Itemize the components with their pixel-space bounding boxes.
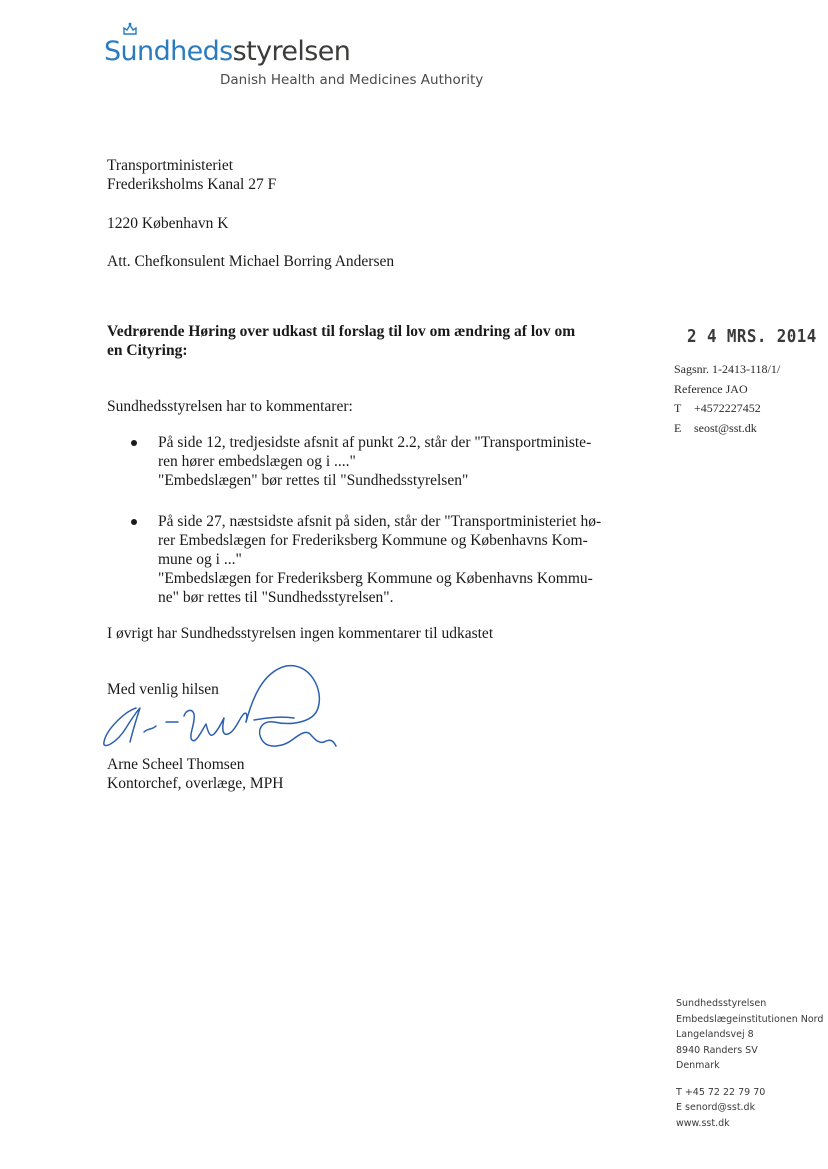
subject-line-2: en Cityring: <box>107 342 188 359</box>
footer-email: E senord@sst.dk <box>676 1102 756 1113</box>
footer-country: Denmark <box>676 1060 720 1071</box>
signer-name: Arne Scheel Thomsen <box>107 756 245 773</box>
case-metadata <box>674 360 780 438</box>
bullet-icon <box>131 519 137 525</box>
email-label: E <box>674 420 682 435</box>
logo-wordmark: Sundhedsstyrelsen <box>104 36 351 67</box>
intro-paragraph: Sundhedsstyrelsen har to kommentarer: <box>107 398 353 415</box>
greeting: Med venlig hilsen <box>107 681 219 698</box>
footer-phone: T +45 72 22 79 70 <box>676 1086 766 1098</box>
signer-title: Kontorchef, overlæge, MPH <box>107 775 284 792</box>
recipient-city: 1220 København K <box>107 215 229 232</box>
comment-2-line: mune og i ..." <box>158 551 242 568</box>
handwritten-signature <box>96 660 346 760</box>
comment-item-1 <box>158 433 591 490</box>
bullet-icon <box>131 440 137 446</box>
comment-1-line: "Embedslægen" bør rettes til "Sundhedsstyrelsen" <box>158 472 469 489</box>
logo-subtitle: Danish Health and Medicines Authority <box>220 72 484 88</box>
footer-org: Sundhedsstyrelsen <box>676 998 767 1009</box>
comment-2-line: ne" bør rettes til "Sundhedsstyrelsen". <box>158 589 394 606</box>
recipient-attention: Att. Chefkonsulent Michael Borring Andersen <box>107 253 395 270</box>
footer-address <box>676 996 826 1131</box>
received-date-stamp: 2 4 MRS. 2014 <box>687 326 817 347</box>
comment-item-2 <box>158 512 601 607</box>
comment-1-line: På side 12, tredjesidste afsnit af punkt 2.2, står der "Transportministe- <box>158 434 592 451</box>
comment-2-line: På side 27, næstsidste afsnit på siden, står der "Transportministeriet hø- <box>158 513 602 530</box>
subject-line-1: Vedrørende Høring over udkast til forslag til lov om ændring af lov om <box>107 323 576 340</box>
email-value: seost@sst.dk <box>694 420 757 435</box>
case-number: Sagsnr. 1-2413-118/1/ <box>674 362 781 376</box>
comment-2-line: "Embedslægen for Frederiksberg Kommune og Københavns Kommu- <box>158 570 593 587</box>
phone-label: T <box>674 401 682 415</box>
footer-unit: Embedslægeinstitutionen Nord <box>676 1013 824 1025</box>
footer-street: Langelandsvej 8 <box>676 1029 754 1040</box>
closing-paragraph: I øvrigt har Sundhedsstyrelsen ingen kommentarer til udkastet <box>107 625 494 642</box>
reference: Reference JAO <box>674 381 748 396</box>
subject-heading <box>107 322 575 360</box>
contact-phone <box>674 399 780 419</box>
recipient-street: Frederiksholms Kanal 27 F <box>107 176 277 193</box>
recipient-org: Transportministeriet <box>107 157 234 174</box>
comment-2-line: rer Embedslægen for Frederiksberg Kommune og Københavns Kom- <box>158 532 588 549</box>
comment-1-line: ren hører embedslægen og i ...." <box>158 453 356 470</box>
footer-web: www.sst.dk <box>676 1117 730 1129</box>
contact-email <box>674 419 780 439</box>
recipient-address <box>107 156 276 194</box>
footer-city: 8940 Randers SV <box>676 1044 758 1056</box>
signer-block <box>107 755 284 793</box>
phone-value: +4572227452 <box>694 401 761 415</box>
agency-logo <box>104 22 484 92</box>
